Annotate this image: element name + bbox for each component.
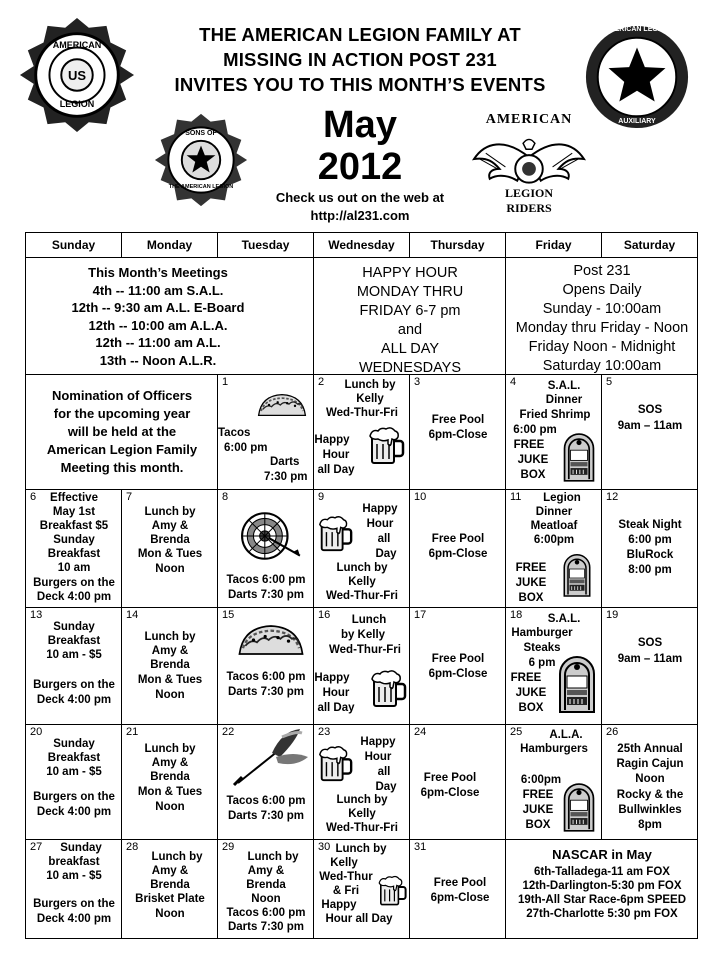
meeting-item: 12th -- 10:00 am A.L.A. [88,317,228,333]
nomination-cell [26,375,218,490]
taco-icon [256,391,308,419]
day-number: 15 [222,609,235,621]
riders-top-text: AMERICAN [485,112,573,127]
day-cell-14[interactable] [122,608,218,725]
beer-mug-icon [316,514,354,554]
event-text: by Kelly [340,629,386,641]
event-text: Breakfast [47,548,101,560]
event-text: Hour [322,687,350,699]
event-text: S.A.L. [547,380,581,392]
event-text: 6pm-Close [428,429,488,441]
happy-hour-line: WEDNESDAYS [358,360,462,375]
event-text: Sunday [53,534,95,546]
day-cell-29[interactable] [218,840,314,939]
event-text: 10 am [57,562,91,574]
event-text: Hour [366,518,394,530]
nomination-text [26,387,218,477]
event-text: Lunch by [144,743,196,755]
weekday-friday: Friday [506,233,602,258]
event-text: Brenda [150,659,190,671]
day-cell-17[interactable] [410,608,506,725]
nomination-line: Meeting this month. [60,460,184,475]
event-text: 6pm-Close [428,548,488,560]
event-text: 25th Annual [617,743,683,755]
weekday-wednesday: Wednesday [314,233,410,258]
day-number: 13 [30,609,43,621]
event-text: Kelly [348,808,376,820]
event-text: Happy [360,736,396,748]
day-cell-6[interactable] [26,490,122,608]
dartboard-icon [240,510,302,562]
event-text: Burgers on the [33,679,115,691]
day-number: 3 [414,376,421,388]
meeting-item: 13th -- Noon A.L.R. [99,352,217,368]
day-number: 28 [126,841,139,853]
meetings-list [26,264,290,369]
event-text: BOX [525,819,551,831]
day-cell-23[interactable] [314,725,410,840]
event-text: Amy & [151,645,189,657]
event-text: Burgers on the [33,791,115,803]
event-text: Lunch by [144,506,196,518]
event-text: Free Pool [423,772,477,784]
day-number: 2 [318,376,325,388]
week-row [26,490,698,608]
event-text: Free Pool [431,414,485,426]
event-text: all Day [317,702,355,714]
happy-hour-cell [314,258,506,375]
american-legion-emblem [18,16,136,134]
month: May [323,104,397,146]
jukebox-icon [562,552,592,598]
event-text: breakfast [48,856,100,868]
day-cell-21[interactable] [122,725,218,840]
post-hours-line: Post 231 [573,263,631,279]
event-text: S.A.L. [547,613,581,625]
event-text: Brisket Plate [135,893,205,905]
event-text: Noon [155,908,185,920]
event-text: Tacos 6:00 pm [226,795,306,807]
taco-icon [236,622,306,658]
event-text: Kelly [356,393,384,405]
nomination-line: will be held at the [67,424,177,439]
weekday-monday: Monday [122,233,218,258]
event-text: Breakfast $5 [39,520,109,532]
happy-hour-line: MONDAY THRU [356,284,464,300]
day-cell-8[interactable] [218,490,314,608]
day-number: 21 [126,726,139,738]
meetings-cell [26,258,314,375]
jukebox-icon [562,781,596,833]
nomination-line: for the upcoming year [53,406,191,421]
event-text: Noon [155,689,185,701]
event-text: 6:00 pm [224,442,268,454]
event-text: Noon [155,801,185,813]
event-text: Wed-Thur-Fri [326,407,398,419]
weekday-sunday: Sunday [26,233,122,258]
day-cell-7[interactable] [122,490,218,608]
day-cell-3[interactable] [410,375,506,490]
week-row [26,375,698,490]
day-cell-18[interactable] [506,608,602,725]
event-text: Brenda [150,771,190,783]
day-cell-22[interactable] [218,725,314,840]
legion-riders-emblem [470,108,588,220]
event-text: Tacos 6:00 pm [226,907,306,919]
event-text: 6:00pm [520,774,562,786]
sons-of-legion-emblem [153,112,249,208]
event-text: Happy [314,672,350,684]
day-cell-10[interactable] [410,490,506,608]
post-hours-line: Friday Noon - Midnight [528,339,676,355]
event-text: Lunch by [151,851,203,863]
day-cell-12[interactable] [602,490,698,608]
day-cell-16[interactable] [314,608,410,725]
beer-mug-icon [366,425,406,467]
event-text: JUKE [517,454,549,466]
event-text: Sunday [53,738,95,750]
event-text: & Fri [332,885,360,897]
event-text: 6:00 pm [628,534,672,546]
meeting-item: 4th -- 11:00 am S.A.L. [92,282,224,298]
day-cell-25[interactable] [506,725,602,840]
event-text: Kelly [348,576,376,588]
year: 2012 [317,146,403,188]
day-number: 12 [606,491,619,503]
nomination-line: Nomination of Officers [51,388,193,403]
day-cell-2[interactable] [314,375,410,490]
day-number: 19 [606,609,619,621]
day-number: 24 [414,726,427,738]
day-cell-31[interactable] [410,840,506,939]
day-number: 29 [222,841,235,853]
event-text: Lunch by [144,631,196,643]
beer-mug-icon [316,743,354,785]
event-text: Darts 7:30 pm [227,589,305,601]
event-text: Noon [155,563,185,575]
post-hours-cell [506,258,698,375]
event-text: Dinner [535,506,573,518]
event-text: Deck 4:00 pm [36,806,112,818]
event-text: BOX [518,592,544,604]
day-cell-1[interactable] [218,375,314,490]
event-text: Day [375,548,397,560]
event-text: Burgers on the [33,898,115,910]
calendar-grid [25,232,698,939]
page-title [140,22,580,97]
event-text: Mon & Tues [137,548,203,560]
event-text: BluRock [626,549,674,561]
event-text: Breakfast [47,752,101,764]
event-text: Darts [270,456,300,468]
event-text: Hour [364,751,392,763]
event-text: Rocky & the [616,789,684,801]
event-text: Ragin Cajun [616,758,684,770]
event-text: 9am – 11am [617,653,683,665]
event-text: Lunch by [336,562,388,574]
beer-mug-icon [368,668,408,710]
happy-hour-text [314,264,506,375]
event-text: Wed-Thur-Fri [326,822,398,834]
post-hours-line: Saturday 10:00am [542,358,662,374]
happy-hour-line: FRIDAY 6-7 pm [359,303,461,319]
event-text: Wed-Thur [319,871,373,883]
event-text: Brenda [150,879,190,891]
event-text: Deck 4:00 pm [36,591,112,603]
event-text: Fried Shrimp [519,409,591,421]
event-text: Free Pool [431,533,485,545]
event-text: Lunch by [336,794,388,806]
event-text: Breakfast [47,635,101,647]
event-text: Dinner [545,394,583,406]
event-text: Brenda [150,534,190,546]
event-text: Sunday [53,621,95,633]
day-number: 31 [414,841,427,853]
sons-bottom-text: THE AMERICAN LEGION [168,184,234,190]
event-text: May 1st [52,506,96,518]
event-text: Kelly [330,857,358,869]
event-text: Free Pool [431,653,485,665]
event-text: 6:00 pm [513,424,557,436]
title-line-3: INVITES YOU TO THIS MONTH’S EVENTS [174,74,546,95]
event-text: SOS [637,404,663,416]
day-number: 9 [318,491,325,503]
event-text: FREE [522,789,554,801]
day-number: 18 [510,609,523,621]
event-text: Meatloaf [530,520,578,532]
day-cell-28[interactable] [122,840,218,939]
event-text: Lunch by [344,379,396,391]
day-number: 11 [510,491,522,503]
event-text: Free Pool [433,877,487,889]
event-text: Lunch by [335,843,387,855]
event-text: Hour all Day [325,913,393,925]
title-line-2: MISSING IN ACTION POST 231 [223,49,497,70]
day-number: 4 [510,376,517,388]
nascar-title: NASCAR in May [552,847,652,862]
emblem-top-text: AMERICAN [52,40,102,50]
day-cell-5[interactable] [602,375,698,490]
event-text: Noon [635,773,665,785]
day-number: 27 [30,841,43,853]
event-text: Steak Night [618,519,682,531]
event-text: Day [375,781,397,793]
event-text: FREE [510,672,542,684]
event-text: 8:00 pm [628,564,672,576]
auxiliary-emblem [583,23,691,131]
event-text: Deck 4:00 pm [36,694,112,706]
event-text: Amy & [151,520,189,532]
day-cell-27[interactable] [26,840,122,939]
happy-hour-line: HAPPY HOUR [362,265,458,281]
day-number: 6 [30,491,37,503]
week-row [26,608,698,725]
event-text: all [377,533,391,545]
week-row [26,725,698,840]
day-cell-30[interactable] [314,840,410,939]
event-text: Happy [314,434,350,446]
auxiliary-bottom-text: AUXILIARY [618,118,656,125]
event-text: Wed-Thur-Fri [326,590,398,602]
event-text: Brenda [246,879,286,891]
event-text: Amy & [247,865,285,877]
event-text: Burgers on the [33,577,115,589]
day-number: 14 [126,609,139,621]
happy-hour-line: ALL DAY [380,341,440,357]
event-text: FREE [515,562,547,574]
day-number: 23 [318,726,331,738]
happy-hour-line: and [397,322,423,338]
post-hours-text [506,262,698,375]
event-text: Darts 7:30 pm [227,686,305,698]
event-text: Noon [251,893,281,905]
auxiliary-top-text: AMERICAN LEGION [603,26,671,33]
website-note [250,189,470,225]
nomination-line: American Legion Family [46,442,198,457]
event-text: Hamburgers [520,743,588,755]
day-cell-24[interactable] [410,725,506,840]
event-text: 10 am - $5 [46,649,102,661]
event-text: 7:30 pm [264,471,308,483]
event-text: Bullwinkles [618,804,682,816]
day-cell-26[interactable] [602,725,698,840]
event-text: Mon & Tues [137,674,203,686]
day-number: 1 [222,376,229,388]
web-line-1: Check us out on the web at [275,190,445,205]
weekday-tuesday: Tuesday [218,233,314,258]
event-text: 10 am - $5 [46,870,102,882]
event-text: JUKE [515,687,547,699]
day-number: 30 [318,841,331,853]
event-text: 8pm [638,819,662,831]
meetings-title: This Month’s Meetings [88,265,228,280]
event-text: 6pm-Close [430,892,490,904]
weekday-thursday: Thursday [410,233,506,258]
day-number: 26 [606,726,619,738]
jukebox-icon [556,654,598,714]
event-text: Effective [50,492,98,504]
day-cell-4[interactable] [506,375,602,490]
beer-mug-icon [376,874,408,908]
meeting-item: 12th -- 11:00 am A.L. [95,335,221,350]
event-text: Darts 7:30 pm [227,810,305,822]
day-cell-20[interactable] [26,725,122,840]
info-row [26,258,698,375]
day-cell-11[interactable] [506,490,602,608]
website-link[interactable]: http://al231.com [310,208,410,223]
post-hours-line: Opens Daily [562,282,642,298]
post-hours-line: Sunday - 10:00am [542,301,662,317]
day-number: 25 [510,726,523,738]
day-cell-13[interactable] [26,608,122,725]
event-text: Hour [322,449,350,461]
event-text: Hamburger [511,627,573,639]
jukebox-icon [562,431,596,483]
darts-icon [232,727,312,787]
event-text: SOS [637,637,663,649]
day-cell-9[interactable] [314,490,410,608]
weekday-header-row [26,233,698,258]
event-text: 9am – 11am [617,420,683,432]
event-text: Amy & [151,757,189,769]
day-number: 22 [222,726,235,738]
event-text: 6pm-Close [420,787,480,799]
day-cell-19[interactable] [602,608,698,725]
event-text: Mon & Tues [137,786,203,798]
post-hours-line: Monday thru Friday - Noon [515,320,689,336]
emblem-center-text: US [67,68,87,83]
event-text: Lunch by [247,851,299,863]
event-text: Lunch [351,614,387,626]
nascar-race: 6th-Talladega-11 am FOX [534,866,670,878]
event-text: 6:00pm [533,534,575,546]
event-text: 6pm-Close [428,668,488,680]
event-text: Tacos 6:00 pm [226,671,306,683]
day-number: 8 [222,491,229,503]
event-text: Wed-Thur-Fri [329,644,401,656]
month-year [290,104,430,188]
event-text: JUKE [522,804,554,816]
event-text: BOX [520,469,546,481]
event-text: A.L.A. [549,729,583,741]
week-row [26,840,698,939]
event-text: Happy [362,503,398,515]
event-text: Tacos [218,427,251,439]
event-text: all Day [317,464,355,476]
emblem-bottom-text: LEGION [59,99,95,109]
nascar-race: 12th-Darlington-5:30 pm FOX [522,880,682,892]
day-number: 10 [414,491,427,503]
nascar-cell [506,840,698,939]
day-cell-15[interactable] [218,608,314,725]
nascar-race: 27th-Charlotte 5:30 pm FOX [526,908,678,920]
event-text: Darts 7:30 pm [227,921,305,933]
meeting-item: 12th -- 9:30 am A.L. E-Board [71,300,245,315]
event-text: Deck 4:00 pm [36,913,112,925]
day-number: 5 [606,376,613,388]
event-text: 10 am - $5 [46,766,102,778]
event-text: Legion [543,492,581,504]
riders-bottom-text-2: RIDERS [506,201,552,215]
event-text: JUKE [515,577,547,589]
event-text: all [377,766,391,778]
day-number: 7 [126,491,133,503]
event-text: BOX [518,702,544,714]
day-number: 16 [318,609,331,621]
sons-top-text: SONS OF [185,130,217,137]
event-text: FREE [513,439,545,451]
day-number: 17 [414,609,427,621]
event-text: Sunday [60,842,102,854]
event-text: Amy & [151,865,189,877]
event-text: Happy [321,899,357,911]
weekday-saturday: Saturday [602,233,698,258]
event-text: Tacos 6:00 pm [226,574,306,586]
event-text: Steaks [523,642,561,654]
riders-bottom-text-1: LEGION [504,186,553,200]
event-text: 6 pm [528,657,556,669]
nascar-race: 19th-All Star Race-6pm SPEED [517,894,687,906]
day-number: 20 [30,726,43,738]
title-line-1: THE AMERICAN LEGION FAMILY AT [199,24,521,45]
